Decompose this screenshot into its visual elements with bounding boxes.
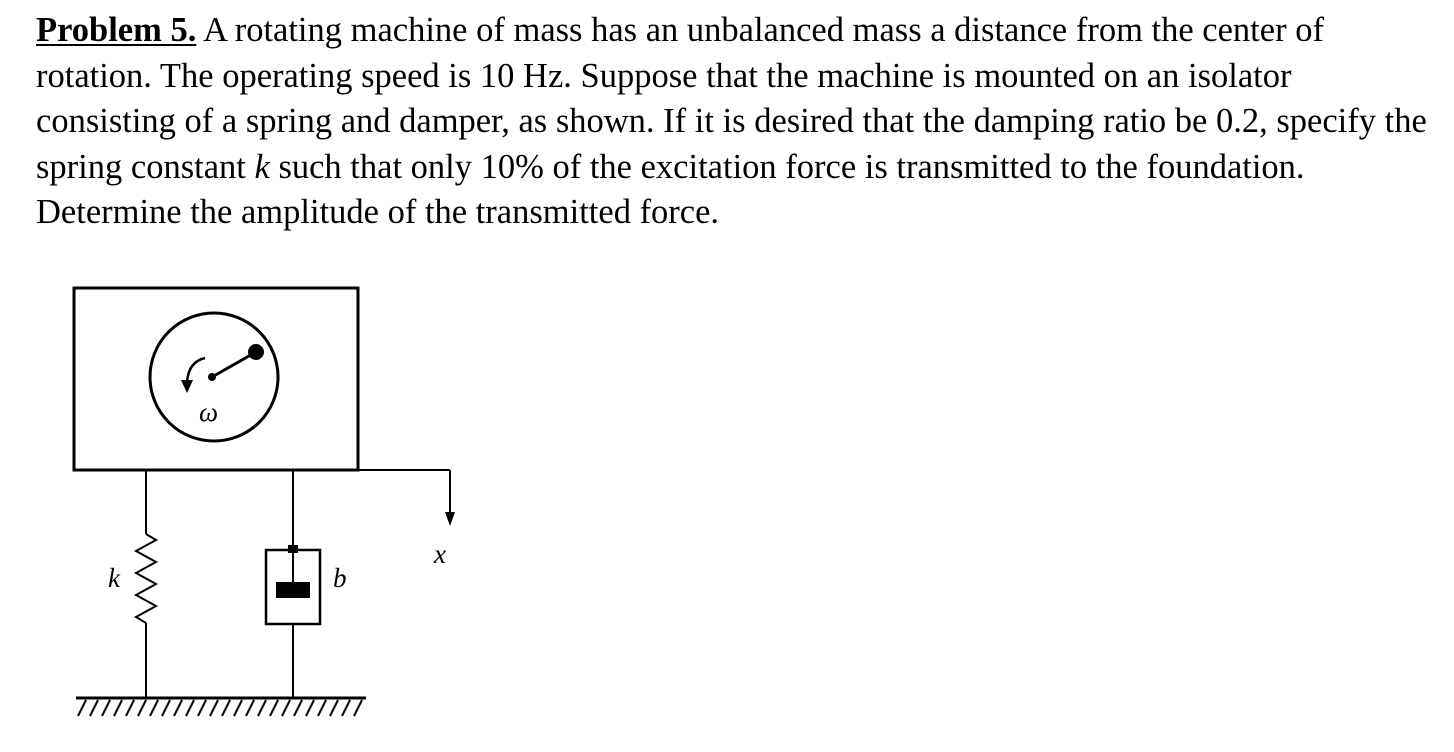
machine-body	[74, 288, 358, 470]
rotation-arrowhead	[181, 380, 193, 393]
problem-text-part-2: such that only 10% of the excitation force is transmitted to the foundation. Determine the amplitude of the transmitted force.	[36, 147, 1305, 231]
spring	[108, 470, 156, 698]
displacement-label: x	[434, 539, 446, 569]
ground	[76, 698, 366, 716]
displacement-indicator	[358, 470, 455, 569]
rotor-center	[208, 373, 216, 381]
damper	[266, 470, 347, 698]
rotor	[150, 313, 278, 441]
displacement-arrowhead	[445, 512, 455, 526]
unbalanced-mass	[248, 344, 264, 360]
rotation-arrow	[187, 358, 205, 383]
omega-label: ω	[199, 397, 219, 427]
damper-piston	[276, 582, 310, 598]
spring-coil	[136, 534, 156, 623]
ground-hatching	[78, 700, 362, 716]
problem-label: Problem 5.	[36, 11, 197, 49]
damping-coefficient-label: b	[333, 563, 347, 593]
problem-text-part-1: A rotating machine of mass has an unbalanced mass a distance from the center of rotation. The operating speed is 10 Hz. Suppose that the machine is mounted on an isolator consisting of a spring and damper, as shown. If it is desired that the damping ratio be 0.2, specify the spring constant	[36, 11, 1427, 186]
spring-constant-symbol: k	[254, 147, 270, 186]
spring-constant-label: k	[108, 563, 120, 593]
damper-rod-cap	[288, 545, 298, 553]
